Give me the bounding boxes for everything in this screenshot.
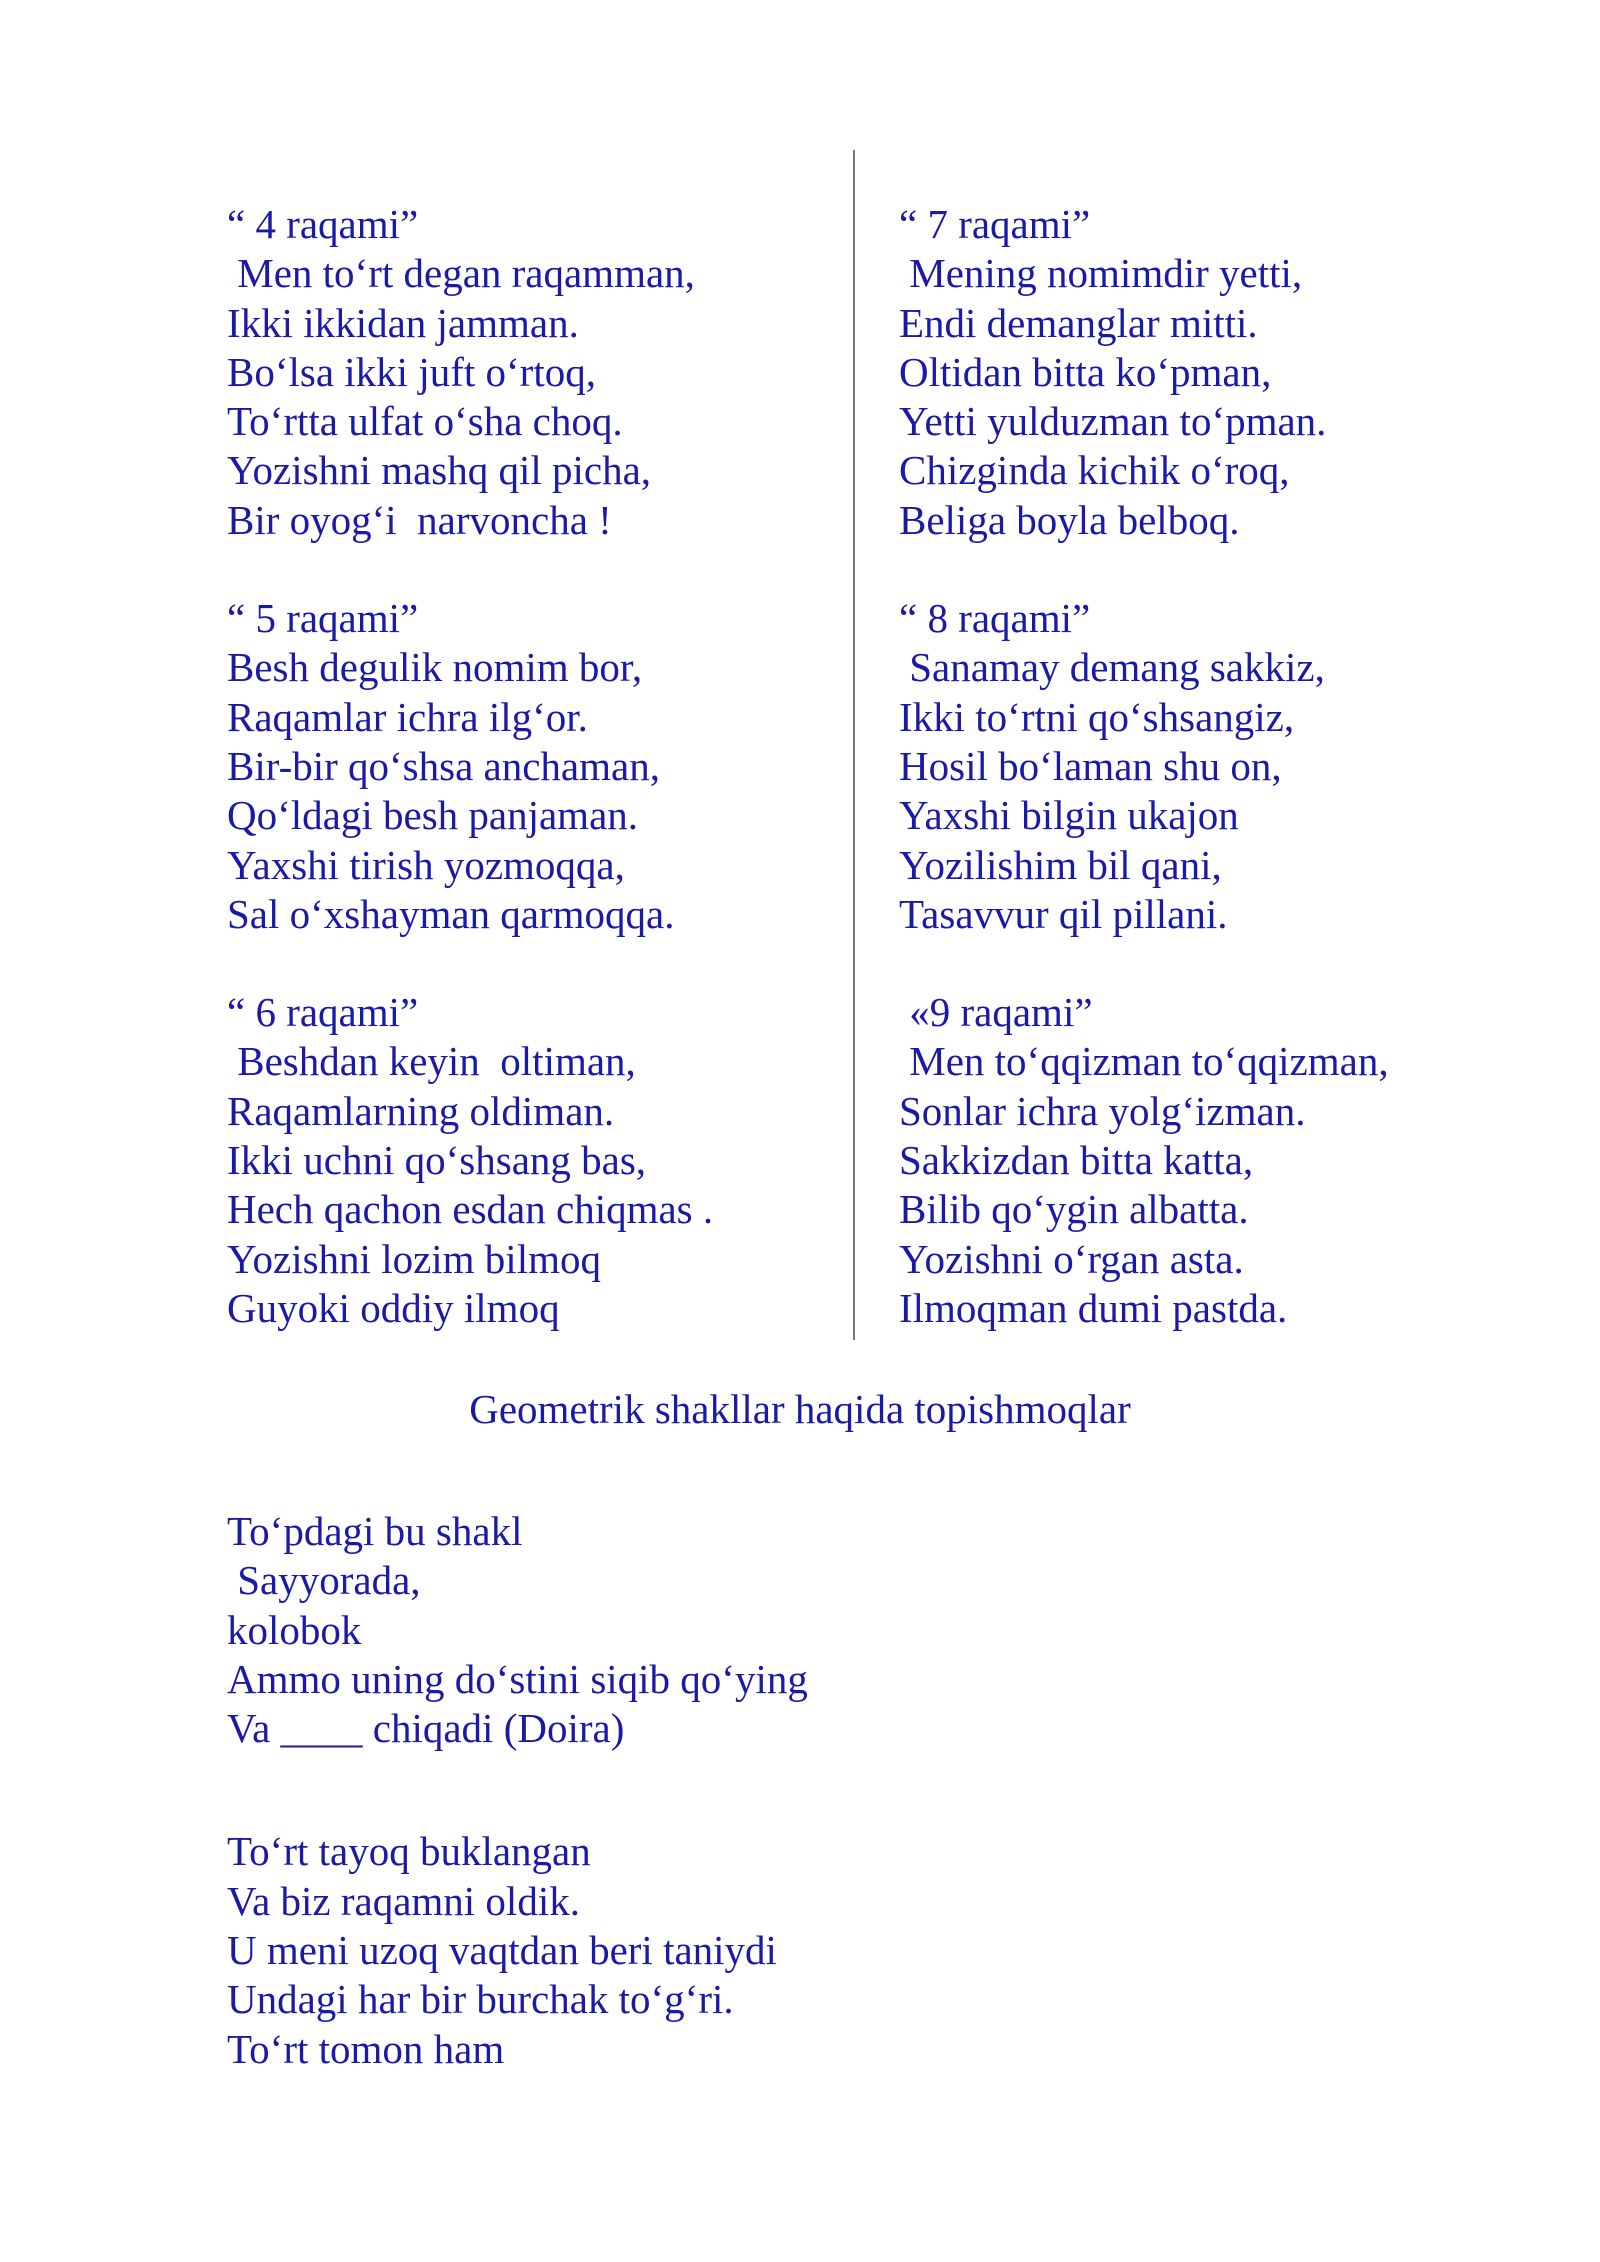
poem-line: Hech qachon esdan chiqmas . [227, 1186, 714, 1233]
poem-line: To‘rtta ulfat o‘sha choq. [227, 398, 623, 445]
riddle-square [227, 1827, 1327, 2073]
poem-line: Yaxshi bilgin ukajon [899, 792, 1239, 839]
riddle-line: To‘pdagi bu shakl [227, 1508, 523, 1554]
poem-title: «9 raqami” [899, 989, 1093, 1036]
poem-line: Guyoki oddiy ilmoq [227, 1284, 560, 1331]
poem-line: Sal o‘xshayman qarmoqqa. [227, 890, 675, 937]
poem-line: Yozilishim bil qani, [899, 841, 1222, 888]
riddles-section [227, 1507, 1327, 2148]
poem-line: Yozishni mashq qil picha, [227, 447, 652, 494]
poem-line: Ikki to‘rtni qo‘shsangiz, [899, 693, 1295, 740]
poem-title: “ 7 raqami” [899, 201, 1091, 247]
right-column [899, 200, 1459, 1382]
poem-line: Men to‘qqizman to‘qqizman, [899, 1038, 1389, 1085]
poem-line: Ikki ikkidan jamman. [227, 299, 579, 346]
riddle-line: To‘rt tayoq buklangan [227, 1828, 591, 1875]
poem-line: Yetti yulduzman to‘pman. [899, 398, 1327, 445]
poem-line: Endi demanglar mitti. [899, 299, 1258, 346]
riddle-line: Va ____ chiqadi (Doira) [227, 1705, 625, 1752]
riddle-line: To‘rt tomon ham [227, 2025, 505, 2072]
poem-columns [227, 200, 1427, 1340]
riddle-line: Undagi har bir burchak to‘g‘ri. [227, 1976, 734, 2023]
poem-title: “ 8 raqami” [899, 595, 1091, 642]
section-heading: Geometrik shakllar haqida topishmoqlar [469, 1386, 1131, 1432]
poem-line: Hosil bo‘laman shu on, [899, 742, 1282, 789]
left-column [227, 200, 847, 1382]
poem-line: Raqamlarning oldiman. [227, 1087, 615, 1134]
poem-title: “ 6 raqami” [227, 989, 419, 1036]
poem-line: Yaxshi tirish yozmoqqa, [227, 841, 625, 888]
poem-line: Mening nomimdir yetti, [899, 250, 1303, 297]
poem-line: Yozishni o‘rgan asta. [899, 1235, 1244, 1282]
poem-line: Tasavvur qil pillani. [899, 890, 1228, 937]
poem-line: Chizginda kichik o‘roq, [899, 447, 1290, 494]
poem-line: Sakkizdan bitta katta, [899, 1137, 1254, 1184]
poem-line: Beliga boyla belboq. [899, 496, 1240, 543]
riddle-line: kolobok [227, 1606, 362, 1653]
riddle-line: Ammo uning do‘stini siqib qo‘ying [227, 1655, 808, 1702]
poem-line: Bilib qo‘ygin albatta. [899, 1186, 1249, 1233]
poem-line: Oltidan bitta ko‘pman, [899, 348, 1272, 395]
poem-5 [227, 594, 847, 939]
poem-title: “ 4 raqami” [227, 201, 419, 247]
poem-line: Beshdan keyin oltiman, [227, 1038, 636, 1085]
poem-line: Raqamlar ichra ilg‘or. [227, 693, 588, 740]
poem-line: Yozishni lozim bilmoq [227, 1235, 601, 1282]
poem-line: Besh degulik nomim bor, [227, 644, 643, 691]
poem-line: Qo‘ldagi besh panjaman. [227, 792, 639, 839]
poem-line: Ilmoqman dumi pastda. [899, 1284, 1288, 1331]
poem-line: Men to‘rt degan raqamman, [227, 250, 695, 297]
riddle-line: Sayyorada, [227, 1557, 421, 1604]
poem-line: Bo‘lsa ikki juft o‘rtoq, [227, 348, 596, 395]
riddle-line: Va biz raqamni oldik. [227, 1877, 580, 1924]
poem-line: Bir oyog‘i narvoncha ! [227, 496, 612, 543]
poem-line: Ikki uchni qo‘shsang bas, [227, 1137, 647, 1184]
poem-line: Sanamay demang sakkiz, [899, 644, 1325, 691]
poem-line: Sonlar ichra yolg‘izman. [899, 1087, 1306, 1134]
riddle-line: U meni uzoq vaqtdan beri taniydi [227, 1927, 777, 1974]
poem-9 [899, 988, 1459, 1333]
poem-7 [899, 200, 1459, 545]
poem-line: Bir-bir qo‘shsa anchaman, [227, 742, 660, 789]
poem-8 [899, 594, 1459, 939]
poem-title: “ 5 raqami” [227, 595, 419, 642]
poem-4 [227, 200, 847, 545]
riddle-circle [227, 1507, 1327, 1753]
poem-6 [227, 988, 847, 1333]
